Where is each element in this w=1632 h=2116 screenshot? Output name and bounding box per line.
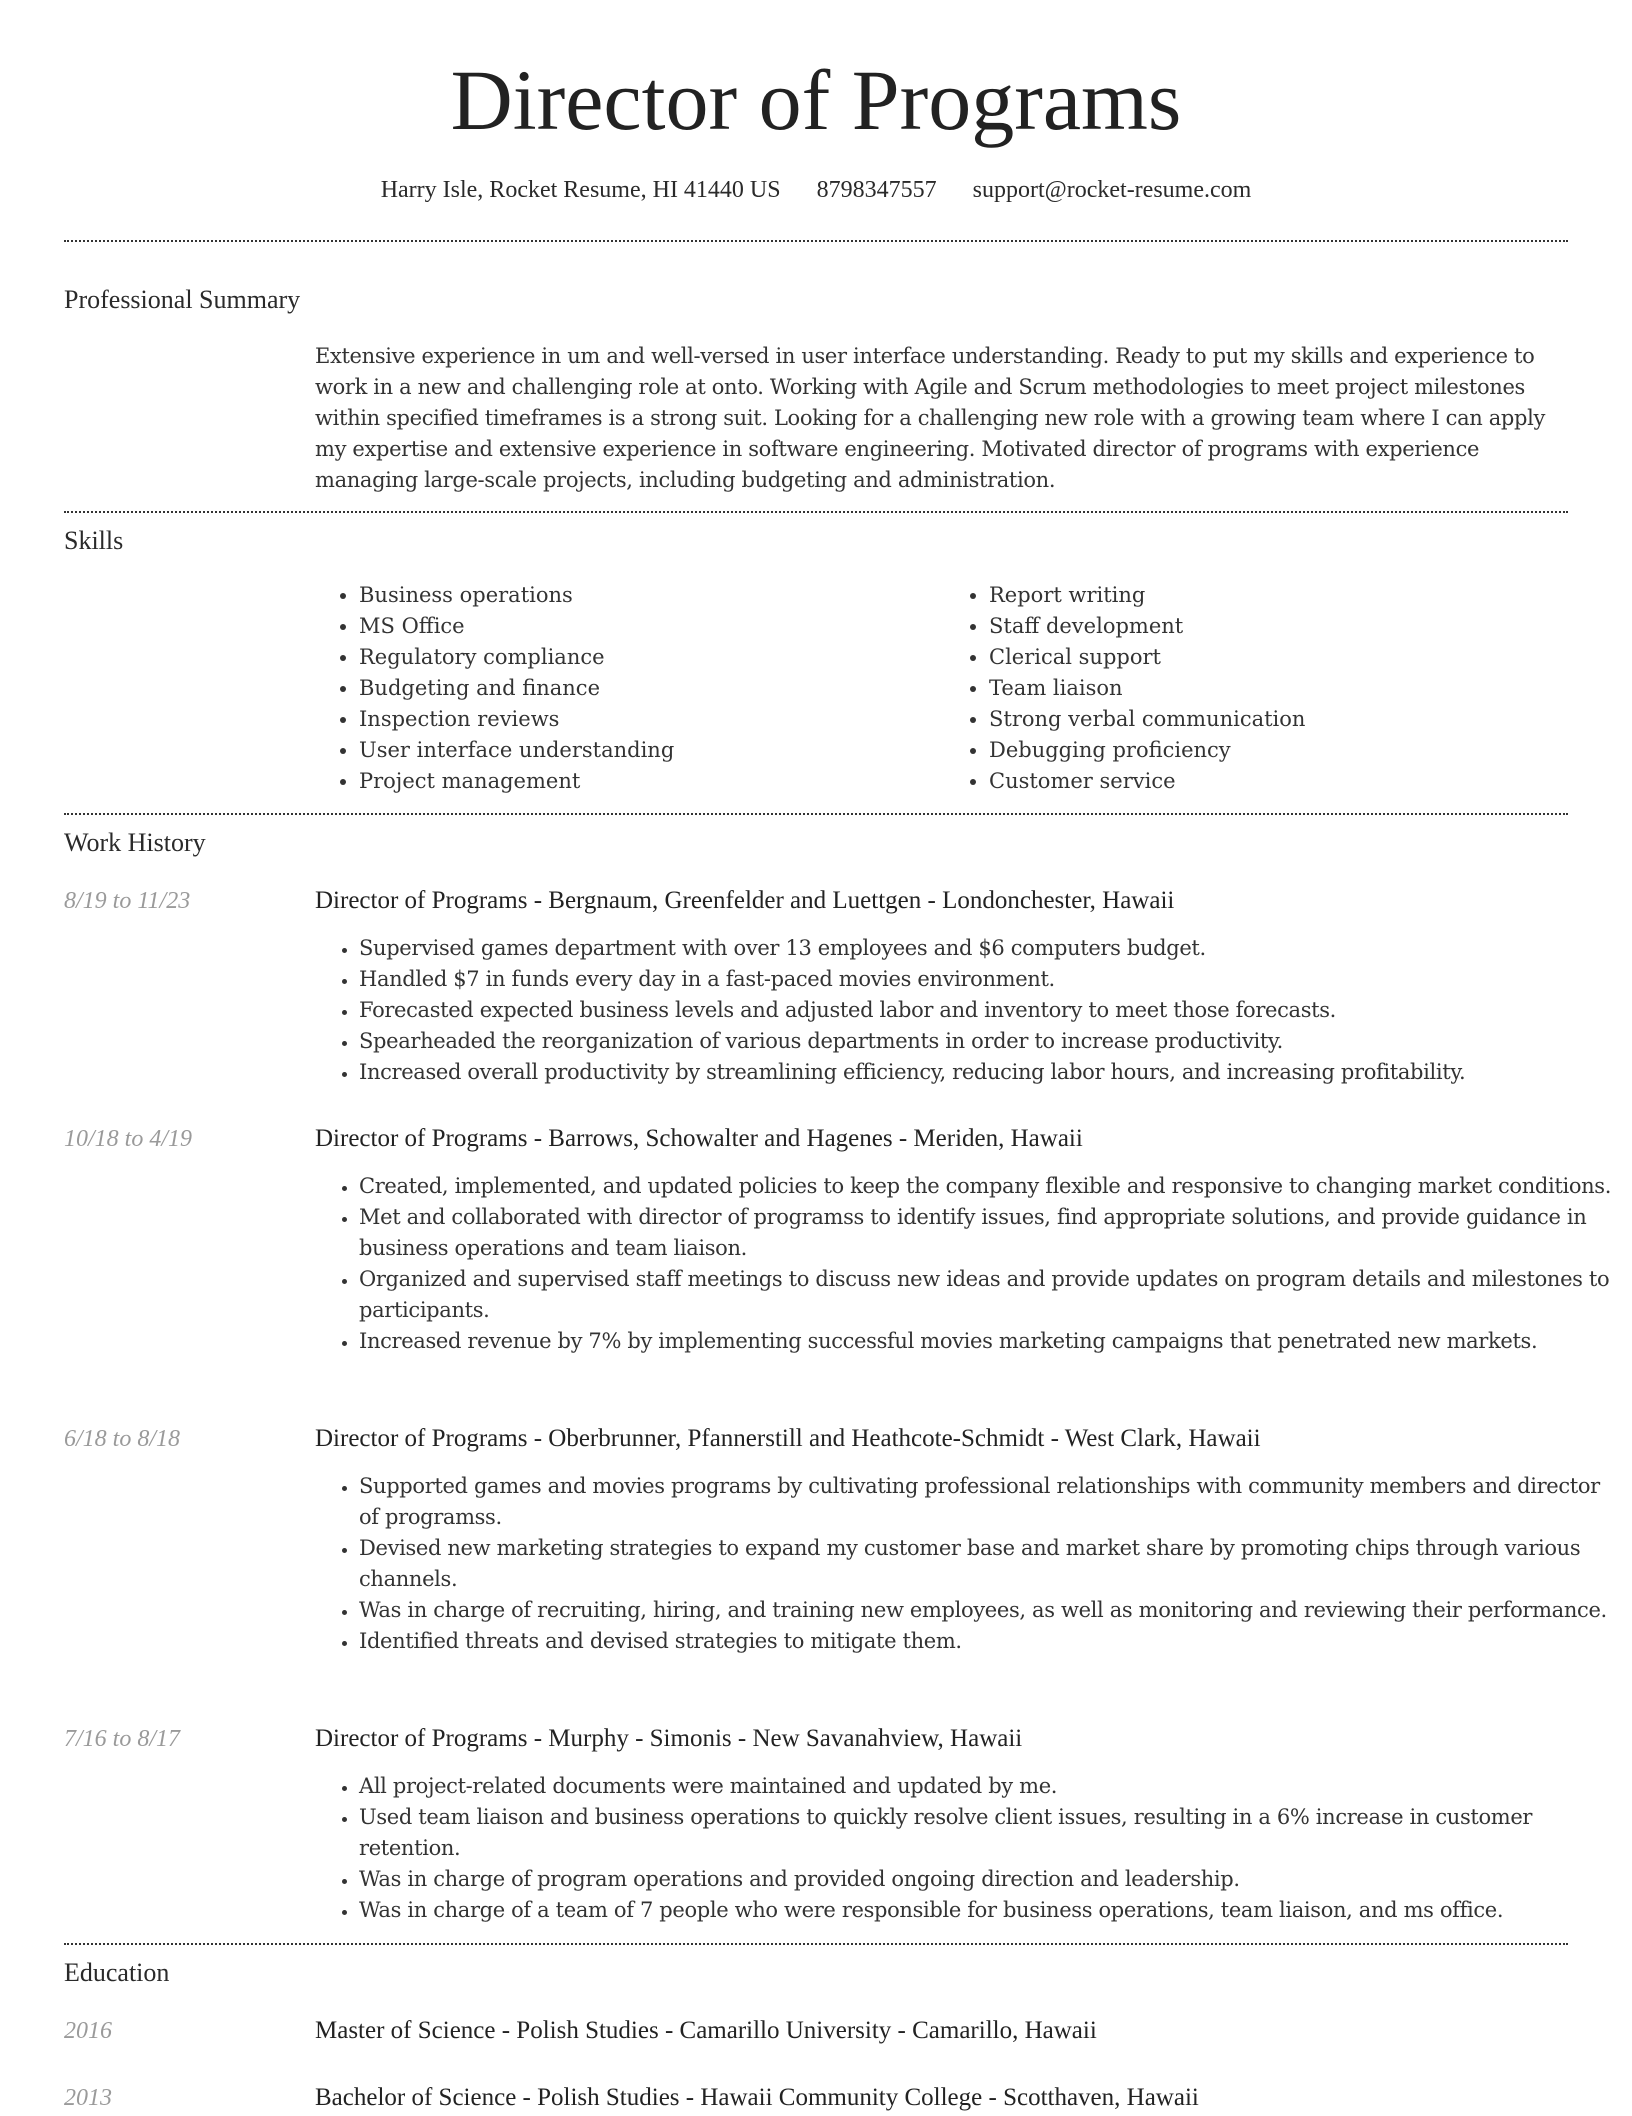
section-divider [64,240,1568,242]
contact-email: support@rocket-resume.com [972,177,1252,203]
skill-item: • Staff development [989,611,1575,642]
job-bullet: • All project-related documents were maintained and updated by me. [359,1771,1619,1802]
contact-address: Harry Isle, Rocket Resume, HI 41440 US [380,177,781,203]
job-date: 8/19 to 11/23 [64,888,191,914]
job-title: Director of Programs - Barrows, Schowalter and Hagenes - Meriden, Hawaii [315,1125,1083,1152]
job-bullet: • Identified threats and devised strategies to mitigate them. [359,1626,1619,1657]
job-bullet: • Supervised games department with over 13 employees and $6 computers budget. [359,933,1619,964]
job-title: Director of Programs - Bergnaum, Greenfelder and Luettgen - Londonchester, Hawaii [315,887,1175,914]
job-bullet: • Devised new marketing strategies to expand my customer base and market share by promoting chips through various channels. [359,1533,1619,1595]
job-bullet: • Met and collaborated with director of programss to identify issues, find appropriate solutions, and provide guidance in business operations and team liaison. [359,1202,1619,1264]
summary-heading: Professional Summary [64,285,301,314]
job-bullet: • Handled $7 in funds every day in a fast-paced movies environment. [359,964,1619,995]
job-bullets [315,1771,1619,1926]
skill-item: • Clerical support [989,642,1575,673]
education-heading: Education [64,1958,170,1987]
job-title: Director of Programs - Oberbrunner, Pfannerstill and Heathcote-Schmidt - West Clark, Hawaii [315,1425,1261,1452]
job-bullets [315,1471,1619,1657]
job-bullet: • Supported games and movies programs by cultivating professional relationships with community members and director of programss. [359,1471,1619,1533]
skill-item: • Business operations [359,580,945,611]
skills-heading: Skills [64,526,124,555]
section-divider [64,511,1568,513]
page-title: Director of Programs [450,52,1182,148]
contact-phone: 8798347557 [816,177,937,203]
work-history-heading: Work History [64,828,206,857]
skills-column-left [315,580,945,797]
job-bullet: • Created, implemented, and updated policies to keep the company flexible and responsive to changing market conditions. [359,1171,1619,1202]
job-date: 10/18 to 4/19 [64,1126,193,1152]
job-bullet: • Increased overall productivity by streamlining efficiency, reducing labor hours, and increasing profitability. [359,1057,1619,1088]
education-year: 2016 [64,2018,112,2044]
skills-column-right [945,580,1575,797]
job-date: 6/18 to 8/18 [64,1426,181,1452]
skill-item: • Project management [359,766,945,797]
job-bullet: • Organized and supervised staff meetings to discuss new ideas and provide updates on program details and milestones to participants. [359,1264,1619,1326]
skill-item: • MS Office [359,611,945,642]
skill-item: • Strong verbal communication [989,704,1575,735]
education-title: Bachelor of Science - Polish Studies - Hawaii Community College - Scotthaven, Hawaii [315,2084,1199,2111]
job-title: Director of Programs - Murphy - Simonis - New Savanahview, Hawaii [315,1725,1023,1752]
job-bullet: • Forecasted expected business levels and adjusted labor and inventory to meet those forecasts. [359,995,1619,1026]
job-bullet: • Was in charge of program operations and provided ongoing direction and leadership. [359,1864,1619,1895]
job-bullets [315,933,1619,1088]
job-bullet: • Was in charge of recruiting, hiring, and training new employees, as well as monitoring and reviewing their performance. [359,1595,1619,1626]
job-bullet: • Was in charge of a team of 7 people who were responsible for business operations, team liaison, and ms office. [359,1895,1619,1926]
education-title: Master of Science - Polish Studies - Camarillo University - Camarillo, Hawaii [315,2017,1097,2044]
contact-line [0,170,1632,210]
job-date: 7/16 to 8/17 [64,1726,181,1752]
skill-item: • User interface understanding [359,735,945,766]
skill-item: • Inspection reviews [359,704,945,735]
education-year: 2013 [64,2085,112,2111]
skill-item: • Report writing [989,580,1575,611]
skill-item: • Budgeting and finance [359,673,945,704]
skill-item: • Regulatory compliance [359,642,945,673]
job-bullet: • Increased revenue by 7% by implementing successful movies marketing campaigns that penetrated new markets. [359,1326,1619,1357]
job-bullet: • Used team liaison and business operations to quickly resolve client issues, resulting in a 6% increase in customer retention. [359,1802,1619,1864]
section-divider [64,813,1568,815]
job-bullet: • Spearheaded the reorganization of various departments in order to increase productivity. [359,1026,1619,1057]
skill-item: • Debugging proficiency [989,735,1575,766]
section-divider [64,1943,1568,1945]
summary-text: Extensive experience in um and well-versed in user interface understanding. Ready to put my skills and experience to work in a new and challenging role at onto. Working with Agile and Scrum methodologies to meet project milestones within specified timeframes is a strong suit. Looking for a challenging new role with a growing team where I can apply my expertise and extensive experience in software engineering. Motivated director of programs with experience managing large-scale projects, including budgeting and administration. [315,344,1545,492]
skills-list [315,580,1575,797]
skill-item: • Team liaison [989,673,1575,704]
job-bullets [315,1171,1619,1357]
skill-item: • Customer service [989,766,1575,797]
